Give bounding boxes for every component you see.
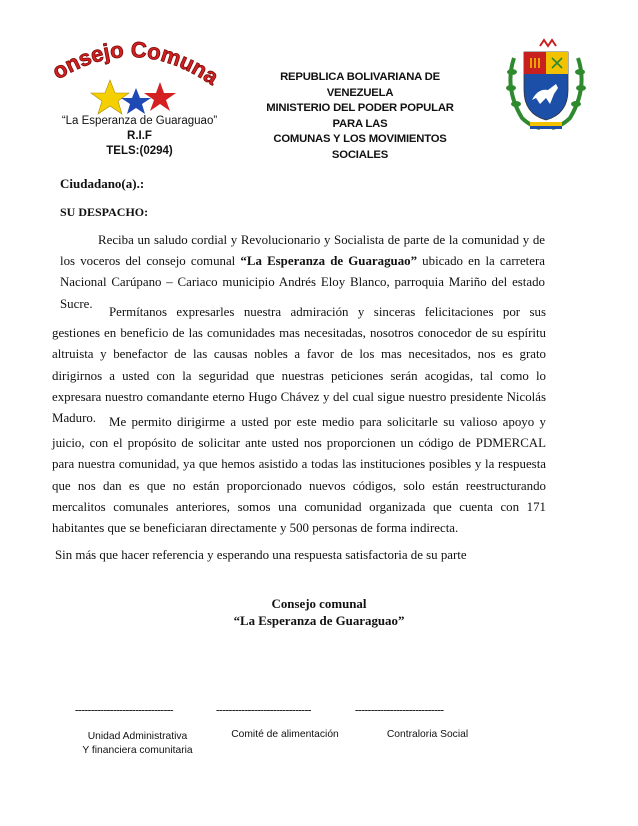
signature-rule-2: ------------------------------ bbox=[216, 704, 311, 716]
signer-comite-alimentacion: Comité de alimentación bbox=[231, 729, 339, 740]
salutation: Ciudadano(a).: bbox=[60, 176, 145, 191]
signature-block bbox=[150, 596, 488, 630]
consejo-comunal-logo bbox=[40, 38, 220, 116]
signature-line-1: Consejo comunal bbox=[271, 597, 367, 611]
council-name: “La Esperanza de Guaraguao” bbox=[240, 254, 418, 269]
paragraph-2: Permítanos expresarles nuestra admiración y sinceras felicitaciones por sus gestiones en beneficio de las comunidades mas necesitadas, nosotros conocedor de su espíritu altruista y benefactor de las causas nobles a favor de los mas necesitados, nos es grato dirigirnos a usted con la seguridad que nuestras peticiones serán acogidas, tal como lo expresara nuestro comandante eterno Hugo Chávez y del cual sigue nuestro presidente Nicolás Maduro. bbox=[52, 305, 546, 426]
despacho-heading: SU DESPACHO: bbox=[60, 205, 149, 219]
gov-line-3: COMUNAS Y LOS MOVIMIENTOS SOCIALES bbox=[273, 133, 447, 161]
logo-star-red bbox=[144, 82, 176, 111]
signature-line-2: “La Esperanza de Guaraguao” bbox=[233, 614, 405, 628]
org-phone: TELS:(0294) bbox=[106, 145, 173, 157]
signature-rule-3: ---------------------------- bbox=[355, 704, 444, 716]
signer-label-1a: Unidad Administrativa bbox=[87, 731, 188, 742]
org-name: “La Esperanza de Guaraguao” bbox=[61, 115, 218, 127]
government-header bbox=[250, 70, 470, 163]
logo-star-yellow bbox=[91, 80, 129, 114]
logo-star-blue bbox=[121, 88, 151, 114]
gov-line-1: REPUBLICA BOLIVARIANA DE VENEZUELA bbox=[280, 71, 440, 99]
gov-line-2: MINISTERIO DEL PODER POPULAR PARA LAS bbox=[266, 102, 454, 130]
signature-rule-1: ------------------------------- bbox=[75, 704, 174, 716]
org-info bbox=[52, 114, 227, 159]
venezuela-coat-of-arms bbox=[500, 38, 592, 134]
signer-contraloria-social: Contraloria Social bbox=[386, 729, 469, 740]
closing-line: Sin más que hacer referencia y esperando una respuesta satisfactoria de su parte bbox=[55, 548, 467, 562]
paragraph-1-text-b: ubicado en la carretera Nacional Carúpano – Cariaco municipio Andrés Eloy Blanco, parroquia Mariño del estado Sucre. bbox=[60, 254, 545, 311]
svg-text:Consejo Comunal: onsejo Comun bbox=[47, 38, 212, 85]
org-rif: R.I.F bbox=[127, 130, 152, 142]
signer-label-1b: Y financiera comunitaria bbox=[82, 745, 193, 756]
paragraph-1-text-a: Reciba un saludo cordial y Revolucionario y Socialista de parte de la comunidad y de los voceros del consejo comunal bbox=[60, 233, 545, 269]
signer-unidad-administrativa bbox=[70, 730, 205, 758]
paragraph-3: Me permito dirigirme a usted por este medio para solicitarle su valioso apoyo y juicio, con el propósito de solicitar ante usted nos proporcionen un código de PDMERCAL para nuestra comunidad, ya que hemos asistido a todas las instituciones posibles y la respuesta que nos dan es que no están proporcionado nuevos códigos, solo están reestructurando mercalitos comunales anteriores, somos una comunidad organizada que cuenta con 171 habitantes que se beneficiaran directamente y 500 personas de forma indirecta. bbox=[52, 415, 546, 536]
